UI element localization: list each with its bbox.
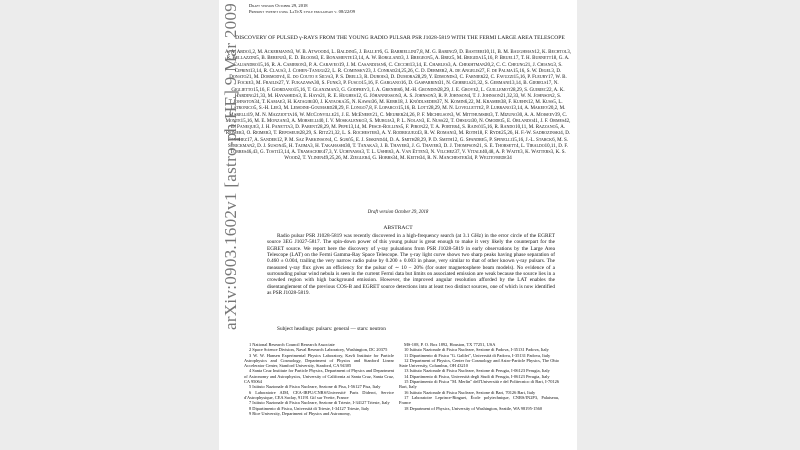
footnote: 11 Dipartimento di Fisica "G. Galilei", Università di Padova, I-35131 Padova, Italy [404,352,551,358]
abstract-body: Radio pulsar PSR J1028-5819 was recently discovered in a high-frequency search (at 3.1 GHz) in the error circle of the EGRET source 3EG J1027-5817. The spin-down power of this young pulsar is great enough to make it very likely the counterpart for the EGRET source. We report here the discovery of γ-ray pulsations from PSR J1028-5819 in early observations by the Large Area Telescope (LAT) on the Fermi Gamma-Ray Space Telescope. The γ-ray light curve shows two sharp peaks having phase separation of 0.460 ± 0.004, trailing the very narrow radio pulse by 0.200 ± 0.003 in phase, very similar to that of other known γ-ray pulsars. The measured γ-ray flux gives an efficiency for the pulsar of ∼ 10 − 20% (for outer magnetosphere beam models). No evidence of a surrounding pulsar wind nebula is seen in the current Fermi data but limits on associated emission are weak because the source lies in a crowded region with high background emission. However, the improved angular resolution afforded by the LAT enables the disentanglement of the previous COS-B and EGRET source detections into at least two distinct sources, one of which is now identified as PSR J1028-5819. [267,233,555,297]
footnote: 12 Department of Physics, Center for Cosmology and Astro-Particle Physics, The Ohio State University, Columbus, OH 43210 [399,357,559,369]
footnote: 2 Space Science Division, Naval Research Laboratory, Washington, DC 20375 [249,347,388,353]
footnote: 5 Istituto Nazionale di Fisica Nucleare, Sezione di Pisa, I-56127 Pisa, Italy [249,384,381,390]
paper-page [219,0,577,450]
subject-headings: Subject headings: pulsars: general — stars: neutron [277,326,386,332]
footnote: MS-108, P. O. Box 1892, Houston, TX 77251, USA [404,342,496,347]
preprint-line: Preprint typeset using LaTeX style emulateapj v. 08/22/09 [249,8,356,14]
arxiv-identifier-stamp: arXiv:0903.1602v1 [astro-ph.HE] 9 Mar 2009 [221,2,240,330]
footnote: 7 Istituto Nazionale di Fisica Nucleare, Sezione di Trieste, I-34127 Trieste, Italy [249,400,390,406]
footnote: 13 Istituto Nazionale di Fisica Nucleare, Sezione di Perugia, I-06123 Perugia, Italy [404,368,550,374]
footnote: 3 W. W. Hansen Experimental Physics Laboratory, Kavli Institute for Particle Astrophysics and Cosmology, Department of Physics and Stanford Linear Accelerator Center, Stanford University, Stanford, CA 94305 [244,352,394,369]
draft-version: Draft version October 29, 2018 [367,210,429,215]
footnote: 14 Dipartimento di Fisica, Università degli Studi di Perugia, I-06123 Perugia, Italy [404,373,550,379]
footnote: 10 Istituto Nazionale di Fisica Nucleare, Sezione di Padova, I-35131 Padova, Italy [404,347,549,353]
footnote: 4 Santa Cruz Institute for Particle Physics, Department of Physics and Department of Astronomy and Astrophysics, University of California at Santa Cruz, Santa Cruz, CA 95064 [244,368,394,385]
author-list: A. A. Abdo1,2, M. Ackermann3, W. B. Atwood4, L. Baldini5, J. Ballet6, G. Barbiellini7,8, M. G. Baring9, D. Bastieri10,11, B. M. Baughman12, K. Bechtol3, R. Bellazzini5, B. Berenji3, E. D. Bloom3, E. Bonamente13,14, A. W. Borgland3, J. Bregeon5, A. Brez5, M. Brigida15,16, P. Bruel17, T. H. Burnett18, G. A. Caliandro15,16, R. A. Cameron3, P. A. Caraveo19, J. M. Casandjian6, C. Cecchi13,14, E. Charles3, A. Chekhtman20,2, C. C. Cheung21, J. Chiang3, S. Ciprini13,14, R. Claus3, J. Cohen-Tanugi22, L. R. Cominsky23, J. Conrad24,25,26, C. D. Dermer2, A. de Angelis27, F. de Palma15,16, S. W. Digel3, D. Donato21, M. Dormody4, E. do Couto e Silva3, P. S. Drell3, R. Dubois3, D. Dumora28,29, Y. Edmonds3, C. Farnier22, C. Favuzzi15,16, P. Fleury17, W. B. Focke3, M. Frailis27, Y. Fukazawa30, S. Funk3, P. Fusco15,16, F. Gargano16, D. Gasparrini31, N. Gehrels21,32, S. Germani13,14, B. Giebels17, N. Giglietto15,16, F. Giordano15,16, T. Glanzman3, G. Godfrey3, I. A. Grenier6, M.-H. Grondin28,29, J. E. Grove2, L. Guillemot28,29, S. Guiriec22, A. K. Harding21,33, M. Hayashida3, E. Hays21, R. E. Hughes12, G. Jóhannesson3, A. S. Johnson3, R. P. Johnson4, T. J. Johnson21,32,33, W. N. Johnson2, S. Johnston34, T. Kamae3, H. Katagiri30, J. Kataoka35, N. Kawai36, M. Kerr18, J. Knödlseder37, N. Komin6,22, M. Kramer38, F. Kuehn12, M. Kuss5, L. Latronico5, S.-H. Lee3, M. Lemoine-Goumard28,29, F. Longo7,8, F. Loparco15,16, B. Lott28,29, M. N. Lovellette2, P. Lubrano13,14, A. Makeev20,2, M. Marelli19, M. N. Mazziotta16, W. McConville21, J. E. McEnery21, C. Meurer24,26, P. F. Michelson3, W. Mitthumsiri3, T. Mizuno30, A. A. Moiseev39, C. Monte15,16, M. E. Monzani3, A. Morselli40, I. V. Moskalenko3, S. Murgia3, P. L. Nolan3, E. Nuss22, T. Ohsugi30, N. Omodei5, E. Orlando41, J. F. Ormes42, D. Paneque3, J. H. Panetta3, D. Parent28,29, M. Pepe13,14, M. Pesce-Rollins5, F. Piron22, T. A. Porter4, S. Rainò15,16, R. Rando10,11, M. Razzano5, A. Reimer3, O. Reimer3, T. Reposeur28,29, S. Ritz21,32, L. S. Rochester3, A. Y. Rodriguez43, R. W. Romani3, M. Roth18, F. Ryde25,26, H. F.-W. Sadrozinski4, D. Sanchez17, A. Sander12, P. M. Saz Parkinson4, C. Sgrò5, E. J. Siskind44, D. A. Smith28,29, P. D. Smith12, G. Spandre5, P. Spinelli15,16, J.-L. Starck6, M. S. Strickman2, D. J. Suson45, H. Tajima3, H. Takahashi30, T. Tanaka3, J. B. Thayer3, J. G. Thayer3, D. J. Thompson21, S. E. Thorsett4, L. Tibaldo10,11, D. F. Torres46,43, G. Tosti13,14, A. Tramacere47,3, Y. Uchiyama3, T. L. Usher3, A. Van Etten3, N. Vilchez37, V. Vitale40,48, A. P. Waite3, K. Watters3, K. S. Wood2, T. Ylinen49,25,26, M. Ziegler4, G. Hobbs34, M. Keith34, R. N. Manchester34, P. Weltevrede34 [225,50,571,162]
preprint-header [249,3,355,14]
footnote: 15 Dipartimento di Fisica "M. Merlin" dell'Università e del Politecnico di Bari, I-70126 Bari, Italy [399,379,559,390]
footnotes-left [244,342,394,416]
footnotes-right [399,342,559,411]
footnote: 16 Istituto Nazionale di Fisica Nucleare, Sezione di Bari, 70126 Bari, Italy [404,389,536,395]
abstract-heading: ABSTRACT [383,225,413,231]
footnote: 17 Laboratoire Leprince-Ringuet, École polytechnique, CNRS/IN2P3, Palaiseau, France [399,394,559,406]
footnote: 8 Dipartimento di Fisica, Università di Trieste, I-34127 Trieste, Italy [249,405,370,411]
footnote: 9 Rice University, Department of Physics and Astronomy, [249,410,351,416]
footnote: 6 Laboratoire AIM, CEA-IRFU/CNRS/Université Paris Diderot, Service d'Astrophysique, CEA Saclay, 91191 Gif sur Yvette, France [244,389,394,400]
paper-title: DISCOVERY OF PULSED γ-RAYS FROM THE YOUNG RADIO PULSAR PSR J1028-5819 WITH THE FERMI LARGE AREA TELESCOPE [235,35,565,41]
footnote: 18 Department of Physics, University of Washington, Seattle, WA 98195-1560 [404,405,543,411]
footnote: 1 National Research Council Research Associate [249,342,335,347]
draft-version-line: Draft version October 29, 2018 [249,3,308,8]
